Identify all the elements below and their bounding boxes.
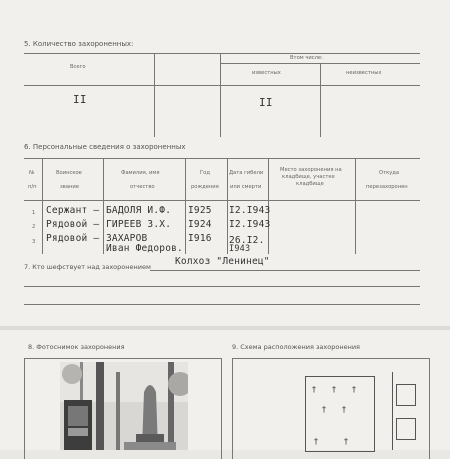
divider (185, 158, 186, 254)
divider (355, 158, 356, 254)
divider (227, 158, 228, 254)
burial-scheme (305, 376, 375, 452)
divider (24, 85, 420, 86)
divider (320, 63, 321, 137)
section5-title: 5. Количество захороненных: (24, 40, 134, 48)
section7-title: 7. Кто шефствует над захоронением (24, 263, 151, 271)
col-place: Место захоронения на (280, 167, 342, 173)
col-source: Откуда (379, 170, 400, 176)
divider (24, 304, 420, 305)
page-fold (0, 326, 450, 330)
col-death: Дата гибели (229, 170, 264, 176)
col-birth-sub: рождения (191, 184, 219, 190)
divider (24, 53, 420, 54)
divider (24, 286, 420, 287)
unknown-header: неизвестных (346, 70, 382, 76)
row-death: I2.I943 (229, 219, 271, 230)
building-outline (396, 384, 416, 406)
row-rank: Рядовой — (46, 233, 100, 244)
grave-cross-icon: † (332, 385, 336, 394)
col-death-sub: или смерти (230, 184, 262, 190)
col-rank-sub: звание (60, 184, 79, 190)
divider (42, 158, 43, 254)
row-death: I2.I943 (229, 205, 271, 216)
col-place-sub1: кладбище, участке (282, 174, 335, 180)
col-name-sub: отчество (130, 184, 155, 190)
section9-title: 9. Схема расположения захоронения (232, 343, 360, 351)
of-them-header: Втом числе: (290, 55, 323, 61)
building-outline (396, 418, 416, 440)
row-death: 26.I2. (229, 235, 265, 246)
divider (103, 158, 104, 254)
section6-title: 6. Персональные сведения о захороненных (24, 143, 186, 151)
row-num: 3 (32, 239, 36, 245)
row-birth: I925 (188, 205, 212, 216)
memorial-photo-image (60, 362, 188, 450)
known-value: II (259, 96, 273, 109)
col-num: № (29, 170, 35, 176)
row-name-cont: Иван Федоров. (106, 243, 183, 254)
memorial-photo (60, 362, 188, 450)
grave-cross-icon: † (352, 385, 356, 394)
col-num-sub: п/п (28, 184, 37, 190)
grave-cross-icon: † (312, 385, 316, 394)
grave-cross-icon: † (314, 437, 318, 446)
divider (24, 158, 420, 159)
col-birth: Год (200, 170, 210, 176)
divider (220, 53, 221, 137)
divider (24, 200, 420, 201)
grave-cross-icon: † (322, 405, 326, 414)
row-num: 1 (32, 210, 36, 216)
grave-cross-icon: † (342, 405, 346, 414)
row-rank: Рядовой — (46, 219, 100, 230)
row-name: ЗАХАРОВ (106, 233, 148, 244)
divider (150, 270, 420, 271)
patron-value: Колхоз "Ленинец" (175, 256, 270, 267)
total-value: II (73, 93, 87, 106)
section8-title: 8. Фотоснимок захоронения (28, 343, 125, 351)
row-num: 2 (32, 224, 36, 230)
col-rank: Воинское (56, 170, 82, 176)
row-rank: Сержант — (46, 205, 100, 216)
road-line (392, 372, 393, 450)
row-birth: I924 (188, 219, 212, 230)
row-birth: I916 (188, 233, 212, 244)
divider (154, 53, 155, 137)
grave-cross-icon: † (344, 437, 348, 446)
known-header: известных (252, 70, 281, 76)
total-header: Всего (70, 64, 86, 70)
col-source-sub: перезахоронен (366, 184, 408, 190)
row-name: ГИРЕЕВ З.Х. (106, 219, 172, 230)
col-place-sub2: кладбище (296, 181, 324, 187)
row-name: БАДОЛЯ И.Ф. (106, 205, 172, 216)
row-death-cont: I943 (229, 244, 251, 254)
col-name: Фамилия, имя (121, 170, 160, 176)
